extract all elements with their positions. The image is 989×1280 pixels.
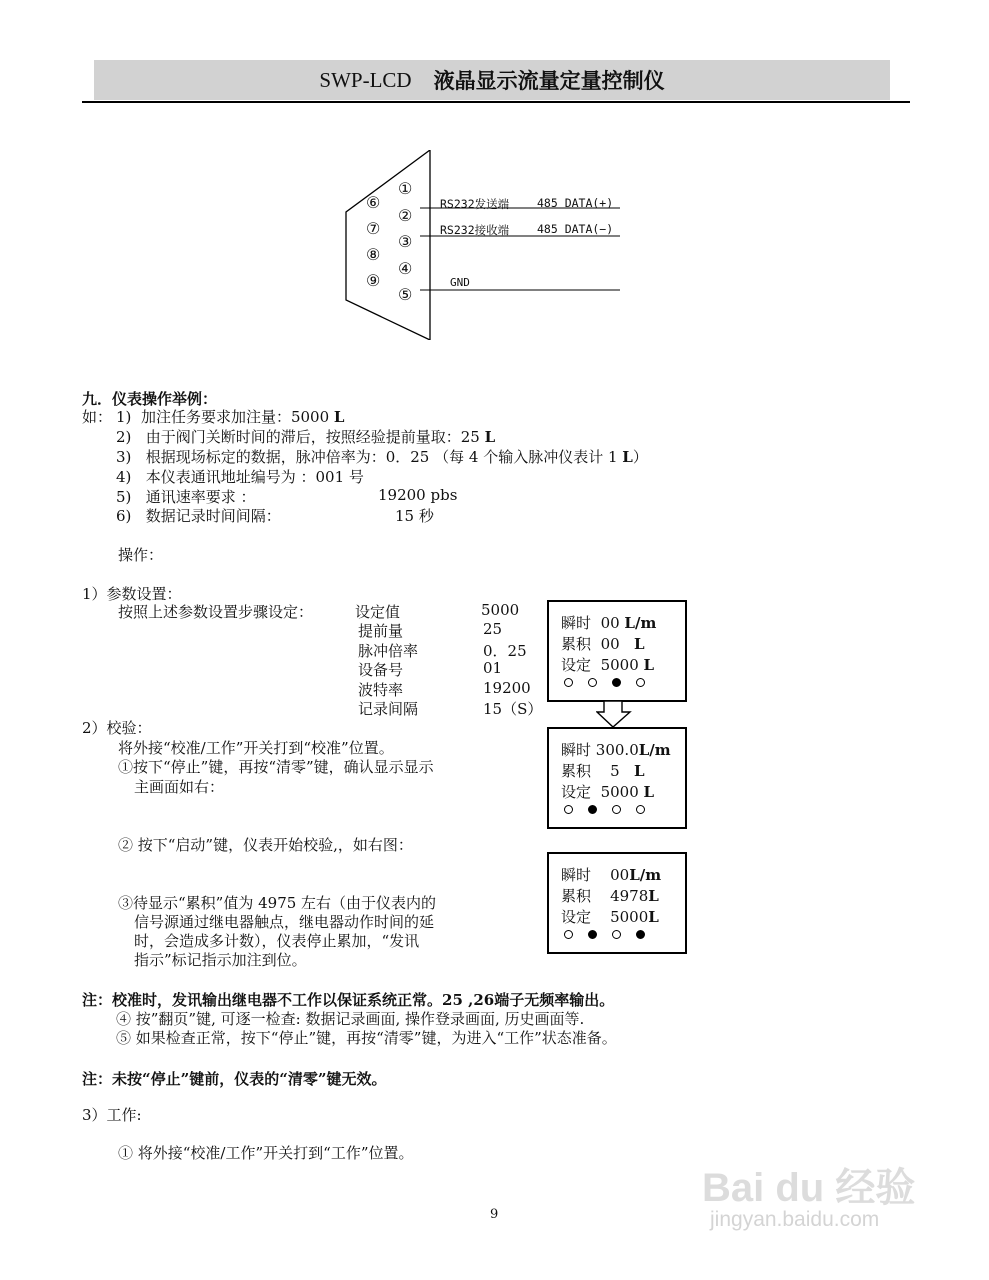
calib-line: 信号源通过继电器触点，继电器动作时间的延 [134,913,435,931]
list-item-3: 3) 根据现场标定的数据，脉冲倍率为：0．25 （每 4 个输入脉冲仪表计 1 L） [116,448,648,466]
param-name: 记录间隔 [358,700,419,718]
indicator-dot [588,678,597,687]
list-item-2: 2) 由于阀门关断时间的滞后，按照经验提前量取：25 L [116,428,496,446]
pin-4: ④ [398,258,413,278]
list-item-5: 5) 通讯速率要求 ： [116,488,256,506]
param-value: 19200 [483,679,531,697]
note-2: 注：未按“停止”键前，仪表的“清零”键无效。 [82,1070,387,1088]
section-title: 九．仪表操作举例： [82,390,218,408]
calib-line: 主画面如右： [134,778,225,796]
lcd-indicators [564,805,645,814]
lcd-indicators [564,678,645,687]
lcd-row-instant: 瞬时 300.0L/m [561,741,671,759]
pin2-rs232-label: RS232发送端 [440,197,510,211]
note-1: 注：校准时，发讯输出继电器不工作以保证系统正常。25 ,26端子无频率输出。 [82,991,615,1009]
param-value: 15（S） [483,700,543,718]
calib-line: ①按下“停止”键，再按“清零”键，确认显示显示 [118,758,434,776]
watermark-url: jingyan.baidu.com [710,1208,880,1231]
calib-line: ③待显示“累积”值为 4975 左右（由于仪表内的 [118,894,437,912]
lcd-row-setpoint: 设定 5000 L [561,783,655,801]
lcd-screen-1 [547,600,687,702]
pin-3: ③ [398,232,413,251]
lcd-row-instant: 瞬时 00L/m [561,866,662,884]
pin-column-1 [398,176,420,309]
calib-title: 2）校验： [82,719,152,737]
lcd-screen-3 [547,852,687,954]
indicator-dot [636,678,645,687]
pin5-gnd-label: GND [450,276,470,289]
pin-column-2 [366,190,388,294]
list-item-5-value: 19200 pbs [378,486,458,504]
param-name: 脉冲倍率 [358,642,419,660]
indicator-dot [636,805,645,814]
pin2-485-label: 485 DATA(+) [537,196,614,210]
list-item-6-value: 15 秒 [395,507,434,525]
list-item-6: 6) 数据记录时间间隔： [116,507,281,525]
lcd-row-setpoint: 设定 5000 L [561,656,655,674]
indicator-dot [612,805,621,814]
param-name: 设定值 [355,603,401,621]
page-header [94,60,890,100]
header-model: SWP-LCD [319,67,412,92]
pin-9: ⑨ [366,271,381,290]
param-value: 0．25 [483,642,527,660]
indicator-dot [588,805,597,814]
param-value: 5000 [481,601,520,619]
indicator-dot [612,678,621,687]
lcd-row-total: 累积 5 L [561,762,645,780]
param-name: 提前量 [358,622,404,640]
note-1-item: ⑤ 如果检查正常，按下“停止”键，再按“清零”键，为进入“工作”状态准备。 [116,1029,617,1047]
indicator-dot [564,805,573,814]
calib-line: 时，会造成多计数），仪表停止累加，“发讯 [134,932,420,950]
pin-2: ② [398,205,413,225]
header-title: 液晶显示流量定量控制仪 [433,68,665,93]
lcd-row-total: 累积 00 L [561,635,645,653]
param-name: 设备号 [358,661,404,679]
calib-line: ② 按下“启动”键，仪表开始校验,，如右图： [118,836,413,854]
lcd-screen-2 [547,727,687,829]
lcd-indicators [564,930,645,939]
lcd-row-setpoint: 设定 5000L [561,908,659,926]
indicator-dot [564,678,573,687]
pin-1: ① [398,179,413,198]
pin-5: ⑤ [398,285,413,304]
pin-7: ⑦ [366,219,381,238]
param-title: 1）参数设置： [82,585,182,603]
page-number: 9 [490,1207,499,1222]
down-arrow-icon [596,700,632,728]
indicator-dot [612,930,621,939]
list-item-4: 4) 本仪表通讯地址编号为 ：001 号 [116,468,364,486]
param-value: 01 [483,659,503,677]
indicator-dot [588,930,597,939]
operation-label: 操作： [118,546,164,564]
calib-line: 指示”标记指示加注到位。 [134,951,307,969]
watermark-brand: Bai du 经验 [702,1166,916,1210]
work-item: ① 将外接“校准/工作”开关打到“工作”位置。 [118,1144,414,1162]
pin-8: ⑧ [366,245,381,264]
lcd-row-instant: 瞬时 00 L/m [561,614,657,632]
param-desc: 按照上述参数设置步骤设定： [118,603,314,621]
pin-6: ⑥ [366,193,381,212]
note-1-item: ④ 按”翻页”键, 可逐一检查: 数据记录画面, 操作登录画面, 历史画面等. [116,1010,585,1028]
param-value: 25 [483,620,503,638]
pin3-rs232-label: RS232接收端 [440,223,510,237]
header-rule [82,101,910,103]
list-item-1: 1) 加注任务要求加注量：5000 L [116,408,345,426]
section-intro: 如： [82,408,113,426]
param-name: 波特率 [358,681,404,699]
indicator-dot [564,930,573,939]
work-title: 3）工作: [82,1106,142,1124]
pin3-485-label: 485 DATA(−) [537,222,614,236]
indicator-dot [636,930,645,939]
lcd-row-total: 累积 4978L [561,887,659,905]
calib-line: 将外接“校准/工作”开关打到“校准”位置。 [118,739,394,757]
